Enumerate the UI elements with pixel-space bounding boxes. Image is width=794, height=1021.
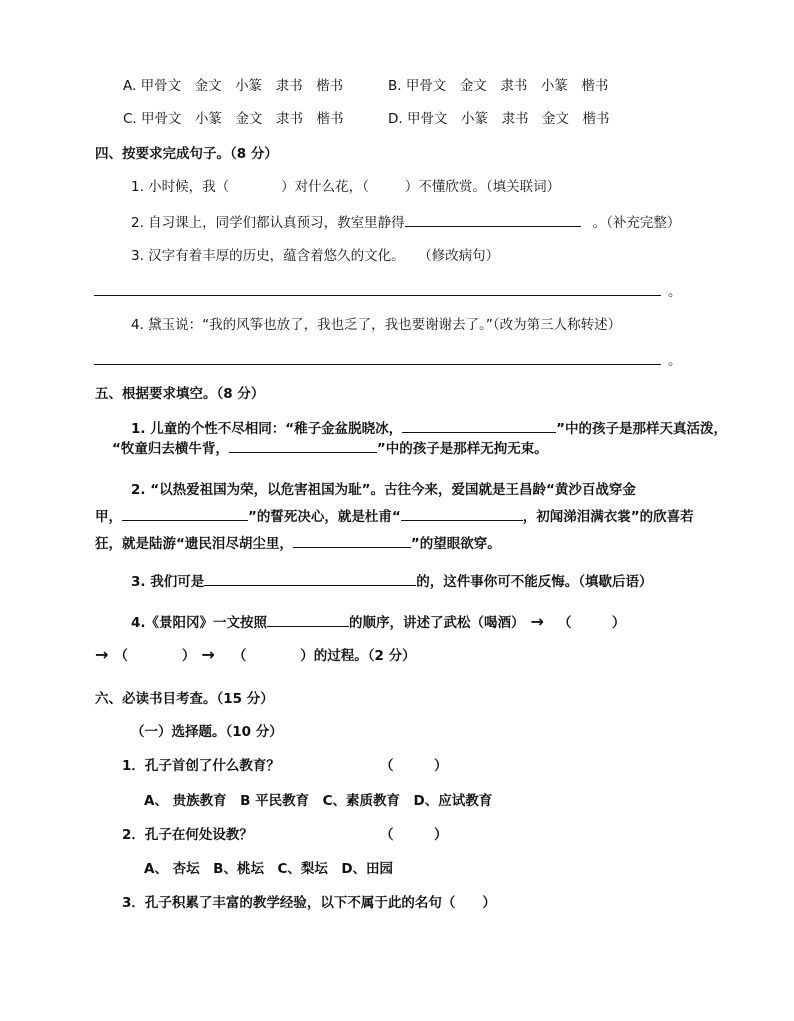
s4-q3-period: 。 [668, 284, 682, 300]
answer-blank[interactable] [122, 506, 248, 521]
s6-q1-options: A、 贵族教育 B 平民教育 C、素质教育 D、应试教育 [144, 793, 493, 809]
s4-q1-part1: 1. 小时候，我（ [131, 179, 230, 195]
s5-q2-line2 [95, 506, 694, 527]
s4-q3: 3. 汉字有着丰厚的历史，蕴含着悠久的文化。 （修改病句） [131, 248, 500, 264]
s5-q2-text: 甲， [95, 509, 122, 525]
section5-title: 五、根据要求填空。（8 分） [95, 386, 265, 402]
s6-q1-paren: （ ） [380, 758, 448, 774]
answer-blank[interactable] [401, 506, 523, 521]
option-a: A. 甲骨文 金文 小篆 隶书 楷书 [123, 78, 344, 94]
s5-q4-text3: （ ）的过程。（2 分） [232, 648, 416, 664]
s5-q4-line1 [131, 612, 625, 633]
s6-q2-paren: （ ） [380, 827, 448, 843]
s5-q2-line1: 2. “以热爱祖国为荣，以危害祖国为耻”。古往今来，爱国就是王昌龄“黄沙百战穿金 [131, 482, 636, 498]
s5-q2-text2: ”的誓死决心，就是杜甫“ [248, 509, 401, 525]
s4-q1-part2: ）对什么花，（ [281, 179, 369, 195]
s5-q4-paren1: （ ） [557, 615, 626, 631]
s5-q3-text: 3. 我们可是 [131, 574, 205, 590]
s5-q1-text4: ”中的孩子是那样无拘无束。 [376, 441, 548, 457]
answer-blank[interactable] [293, 533, 411, 548]
arrow-icon: → [95, 645, 109, 664]
s6-q1: 1．孔子首创了什么教育？ [122, 758, 280, 774]
s4-q1-part3: ）不懂欣赏。（填关联词） [404, 179, 561, 195]
answer-blank[interactable] [267, 612, 349, 627]
s5-q4-line2 [95, 645, 416, 666]
answer-line[interactable] [94, 364, 661, 365]
s5-q4-paren2: （ ） [114, 648, 196, 664]
s5-q3 [131, 571, 652, 592]
s4-q1 [131, 177, 560, 197]
s6-q3: 3．孔子积累了丰富的教学经验，以下不属于此的名句（ ） [122, 895, 496, 911]
s5-q4-text2: 的顺序，讲述了武松（喝酒） [349, 615, 525, 631]
s6-sub1: （一）选择题。（10 分） [131, 724, 283, 740]
s4-q4-period: 。 [668, 353, 682, 369]
s5-q2-line3 [95, 533, 501, 554]
s5-q2-text5: ”的望眼欲穿。 [410, 536, 501, 552]
answer-line[interactable] [94, 295, 661, 296]
arrow-icon: → [201, 645, 215, 664]
s5-q3-text2: 的，这件事你可不能反悔。（填歇后语） [416, 574, 653, 590]
s5-q2-text4: 狂，就是陆游“遗民泪尽胡尘里， [95, 536, 293, 552]
s4-q2 [131, 212, 680, 233]
s5-q4-text: 4.《景阳冈》一文按照 [131, 615, 268, 631]
option-c: C. 甲骨文 小篆 金文 隶书 楷书 [123, 111, 344, 127]
section6-title: 六、必读书目考查。（15 分） [95, 691, 274, 707]
s6-q2: 2．孔子在何处设教？ [122, 827, 253, 843]
section4-title: 四、按要求完成句子。（8 分） [95, 146, 278, 162]
s5-q1-line2 [112, 438, 548, 459]
s5-q1-text2: ”中的孩子是那样天真活泼， [556, 421, 727, 437]
answer-blank[interactable] [402, 418, 556, 433]
answer-blank[interactable] [229, 438, 377, 453]
answer-blank[interactable] [204, 571, 416, 586]
s5-q1-text: 1. 儿童的个性不尽相同：“稚子金盆脱晓冰， [131, 421, 403, 437]
s5-q2-text3: ，初闻涕泪满衣裳”的欣喜若 [522, 509, 694, 525]
answer-blank[interactable] [405, 212, 581, 227]
s4-q4: 4. 黛玉说：“我的风筝也放了，我也乏了，我也要谢谢去了。”（改为第三人称转述） [131, 317, 622, 333]
s5-q1-line1 [131, 418, 727, 439]
s4-q2-suffix: 。（补充完整） [592, 215, 681, 231]
s5-q1-text3: “牧童归去横牛背， [112, 441, 229, 457]
option-d: D. 甲骨文 小篆 隶书 金文 楷书 [388, 111, 610, 127]
arrow-icon: → [530, 612, 544, 631]
option-b: B. 甲骨文 金文 隶书 小篆 楷书 [388, 78, 609, 94]
s4-q2-text: 2. 自习课上，同学们都认真预习，教室里静得 [131, 215, 405, 231]
s6-q2-options: A、 杏坛 B、桃坛 C、梨坛 D、田园 [144, 861, 394, 877]
